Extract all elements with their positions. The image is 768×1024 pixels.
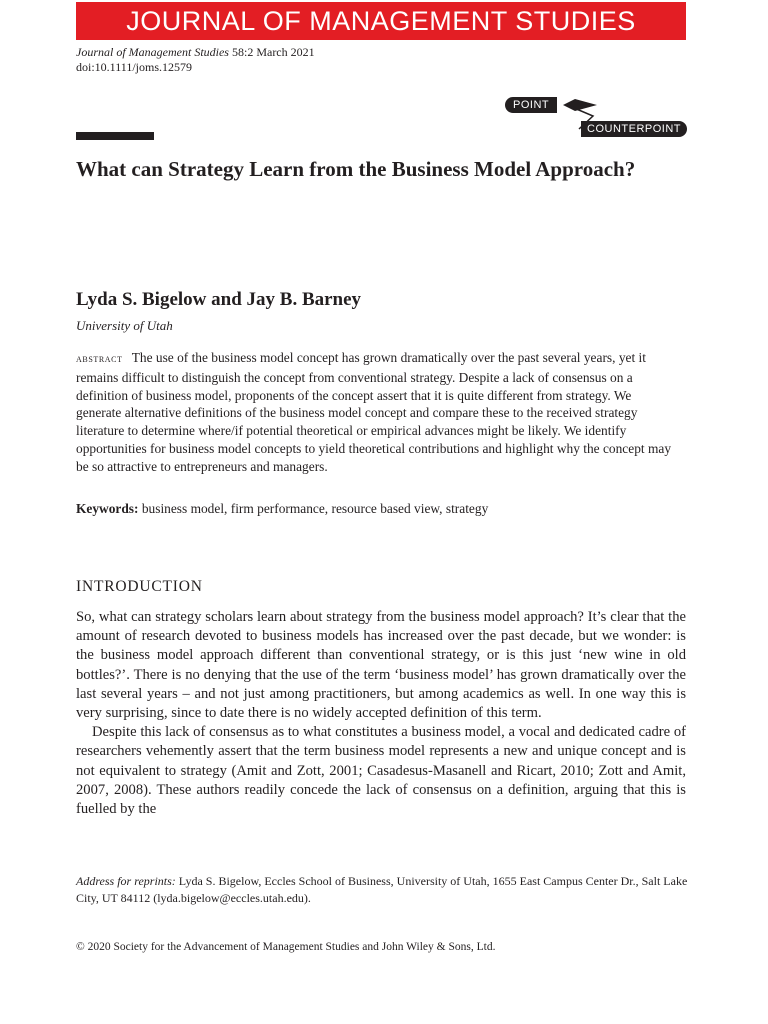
reprint-address-footnote <box>76 873 691 907</box>
counterpoint-label: COUNTERPOINT <box>581 121 687 137</box>
author-affiliation: University of Utah <box>76 318 173 333</box>
journal-issue: 58:2 March 2021 <box>231 45 315 59</box>
journal-name: Journal of Management Studies <box>76 45 229 59</box>
doi: doi:10.1111/joms.12579 <box>76 60 193 74</box>
abstract-label: abstract <box>76 353 123 365</box>
point-counterpoint-badge <box>505 94 687 140</box>
article-authors: Lyda S. Bigelow and Jay B. Barney <box>76 289 362 310</box>
journal-masthead <box>76 2 686 40</box>
abstract <box>76 349 676 476</box>
point-label: POINT <box>505 97 557 113</box>
keywords-text: business model, firm performance, resource based view, strategy <box>141 501 489 516</box>
section-rule <box>76 132 154 140</box>
keywords <box>76 500 696 518</box>
keywords-label: Keywords: <box>76 501 139 516</box>
paragraph: So, what can strategy scholars learn about strategy from the business model approach? It’s clear that the amount of research devoted to business models has increased over the past decade, but we wonder: is the business model approach different than conventional strategy, or is this just ‘new wine in old bottles?’. There is no denying that the use of the term ‘business model’ has grown dramatically over the last several years – and not just among practitioners, but among academics as well. In one way this is very surprising, since to date there is no widely accepted definition of this term. <box>76 609 686 722</box>
paragraph: Despite this lack of consensus as to what constitutes a business model, a vocal and dedicated cadre of researchers vehemently assert that the term business model represents a new and unique concept and is not equivalent to strategy (Amit and Zott, 2001; Casadesus-Masanell and Ricart, 2010; Zott and Amit, 2007, 2008). These authors readily concede the lack of consensus on a definition, arguing that this is fuelled by the <box>76 724 686 818</box>
journal-issue-line <box>76 45 315 60</box>
article-title: What can Strategy Learn from the Business Model Approach? <box>76 157 636 181</box>
citation-block <box>76 45 315 75</box>
section-heading-introduction: INTRODUCTION <box>76 578 203 595</box>
footnote-label: Address for reprints: <box>76 874 176 888</box>
journal-title: JOURNAL OF MANAGEMENT STUDIES <box>126 5 636 36</box>
footnote-text: Lyda S. Bigelow, Eccles School of Business, University of Utah, 1655 East Campus Center Dr., Salt Lake City, UT 84112 (lyda.bigelow@eccles.utah.edu). <box>76 874 688 905</box>
introduction-body <box>76 608 686 819</box>
copyright-notice: © 2020 Society for the Advancement of Management Studies and John Wiley & Sons, Ltd. <box>76 941 496 953</box>
abstract-text: The use of the business model concept has grown dramatically over the past several years, yet it remains difficult to distinguish the concept from conventional strategy. Despite a lack of consensus on a definition of business model, proponents of the concept assert that it is quite different from strategy. We generate alternative definitions of the business model concept and compare these to the received strategy literature to determine where/if potential theoretical or empirical advances might be likely. We identify opportunities for business model concepts to yield theoretical contributions and highlight why the concept may be so attractive to entrepreneurs and managers. <box>76 350 672 474</box>
